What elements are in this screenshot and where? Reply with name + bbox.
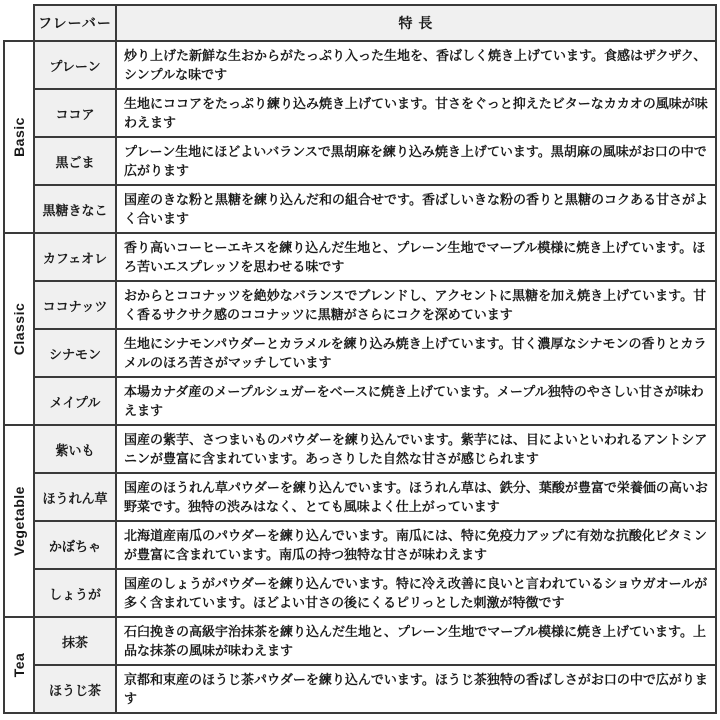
category-cell-tea [4, 617, 34, 713]
description-cell: 生地にココアをたっぷり練り込み焼き上げています。甘さをぐっと抑えたビターなカカオの風味が味わえます [116, 89, 716, 137]
flavor-cell: 黒ごま [34, 137, 116, 185]
table-row [4, 137, 716, 185]
table-row [4, 521, 716, 569]
description-cell: 生地にシナモンパウダーとカラメルを練り込み焼き上げています。甘く濃厚なシナモンの香りとカラメルのほろ苦さがマッチしています [116, 329, 716, 377]
table-row [4, 473, 716, 521]
category-label-vegetable: Vegetable [11, 486, 27, 556]
flavor-cell: 黒糖きなこ [34, 185, 116, 233]
table-row [4, 665, 716, 713]
table-row [4, 377, 716, 425]
flavor-cell: ココナッツ [34, 281, 116, 329]
description-cell: おからとココナッツを絶妙なバランスでブレンドし、アクセントに黒糖を加え焼き上げています。甘く香るサクサク感のココナッツに黒糖がさらにコクを深めています [116, 281, 716, 329]
description-cell: 京都和束産のほうじ茶パウダーを練り込んでいます。ほうじ茶独特の香ばしさがお口の中で広がります [116, 665, 716, 713]
table-row [4, 569, 716, 617]
column-header-feature: 特 長 [116, 5, 716, 41]
category-label-classic: Classic [11, 302, 27, 356]
flavor-cell: シナモン [34, 329, 116, 377]
table-row [4, 617, 716, 665]
category-cell-vegetable [4, 425, 34, 617]
flavor-cell: 紫いも [34, 425, 116, 473]
flavor-cell: ココア [34, 89, 116, 137]
category-cell-basic [4, 41, 34, 233]
table-row [4, 185, 716, 233]
table-row [4, 425, 716, 473]
flavor-cell: メイプル [34, 377, 116, 425]
flavor-cell: ほうれん草 [34, 473, 116, 521]
flavor-cell: カフェオレ [34, 233, 116, 281]
flavor-feature-table [3, 4, 717, 714]
category-label-basic: Basic [11, 117, 27, 157]
description-cell: 本場カナダ産のメープルシュガーをベースに焼き上げています。メープル独特のやさしい甘さが味わえます [116, 377, 716, 425]
flavor-cell: しょうが [34, 569, 116, 617]
table-row [4, 329, 716, 377]
table-row [4, 41, 716, 89]
description-cell: 香り高いコーヒーエキスを練り込んだ生地と、プレーン生地でマーブル模様に焼き上げています。ほろ苦いエスプレッソを思わせる味です [116, 233, 716, 281]
flavor-cell: 抹茶 [34, 617, 116, 665]
table-row [4, 281, 716, 329]
table-row [4, 89, 716, 137]
description-cell: 石臼挽きの高級宇治抹茶を練り込んだ生地と、プレーン生地でマーブル模様に焼き上げています。上品な抹茶の風味が味わえます [116, 617, 716, 665]
corner-cell [4, 5, 34, 41]
description-cell: 北海道産南瓜のパウダーを練り込んでいます。南瓜には、特に免疫力アップに有効な抗酸化ビタミンが豊富に含まれています。南瓜の持つ独特な甘さが味わえます [116, 521, 716, 569]
description-cell: 炒り上げた新鮮な生おからがたっぷり入った生地を、香ばしく焼き上げています。食感はザクザク、シンプルな味です [116, 41, 716, 89]
flavor-cell: ほうじ茶 [34, 665, 116, 713]
description-cell: プレーン生地にほどよいバランスで黒胡麻を練り込み焼き上げています。黒胡麻の風味がお口の中で広がります [116, 137, 716, 185]
column-header-flavor: フレーバー [34, 5, 116, 41]
description-cell: 国産の紫芋、さつまいものパウダーを練り込んでいます。紫芋には、目によいといわれるアントシアニンが豊富に含まれています。あっさりした自然な甘さが感じられます [116, 425, 716, 473]
table-row [4, 233, 716, 281]
category-cell-classic [4, 233, 34, 425]
flavor-cell: プレーン [34, 41, 116, 89]
description-cell: 国産のしょうがパウダーを練り込んでいます。特に冷え改善に良いと言われているショウガオールが多く含まれています。ほどよい甘さの後にくるピリっとした刺激が特徴です [116, 569, 716, 617]
category-label-tea: Tea [11, 652, 27, 678]
table-header-row [4, 5, 716, 41]
description-cell: 国産のきな粉と黒糖を練り込んだ和の組合せです。香ばしいきな粉の香りと黒糖のコクある甘さがよく合います [116, 185, 716, 233]
description-cell: 国産のほうれん草パウダーを練り込んでいます。ほうれん草は、鉄分、葉酸が豊富で栄養価の高いお野菜です。独特の渋みはなく、とても風味よく仕上がっています [116, 473, 716, 521]
flavor-cell: かぼちゃ [34, 521, 116, 569]
